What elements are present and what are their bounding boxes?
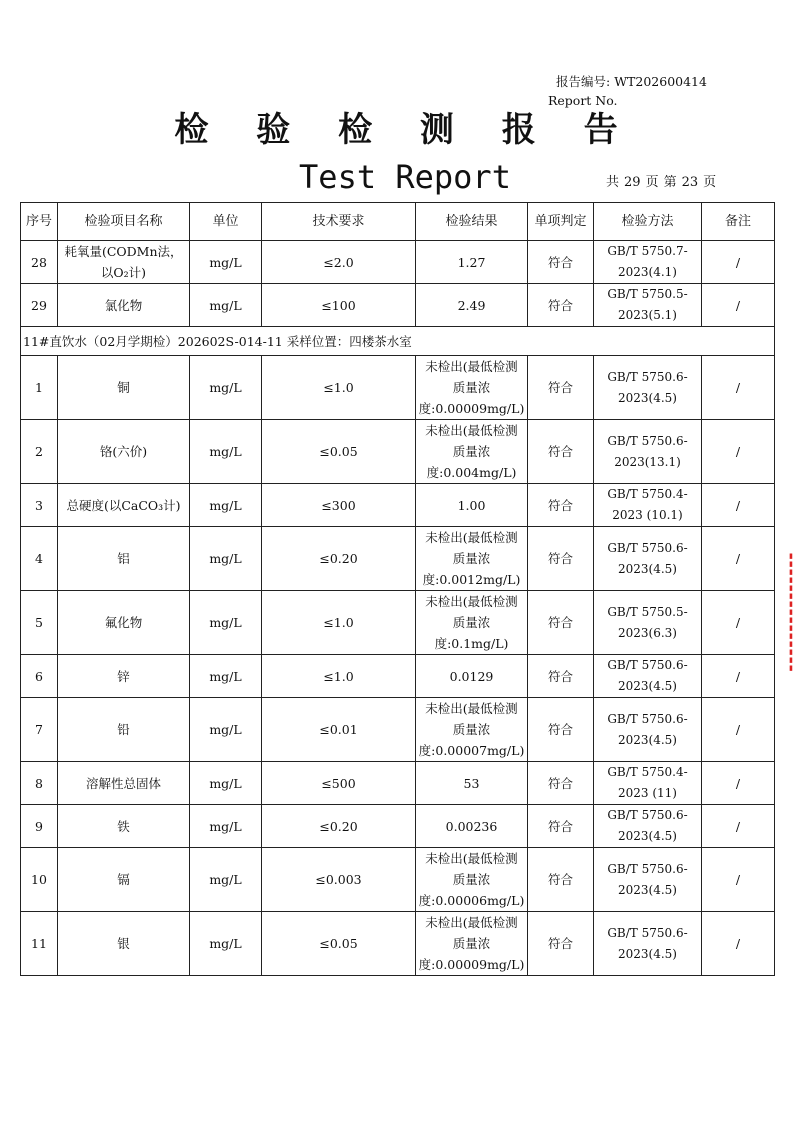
page-total-prefix: 共 — [606, 175, 620, 190]
cell-item-text: 溶解性总固体 — [85, 775, 161, 791]
cell-result-line: 度:0.00006mg/L) — [418, 893, 525, 908]
cell-item — [58, 655, 190, 698]
page-info — [606, 174, 721, 192]
cell-remark-text: / — [735, 497, 741, 513]
cell-result: 1.27 — [416, 241, 528, 284]
table-header-row — [21, 203, 775, 241]
cell-remark — [702, 527, 775, 591]
cell-method-line: GB/T 5750.6- — [607, 540, 688, 555]
cell-no: 28 — [21, 241, 58, 284]
cell-item — [58, 591, 190, 655]
cell-unit-text: mg/L — [209, 775, 242, 791]
col-header-requirement: 技术要求 — [262, 203, 416, 241]
cell-unit-text: mg/L — [209, 722, 242, 737]
cell-unit: mg/L — [190, 241, 262, 284]
report-number-block — [548, 72, 707, 110]
cell-result — [416, 848, 528, 912]
cell-unit-text: mg/L — [209, 615, 242, 630]
cell-remark — [702, 805, 775, 848]
cell-item-text: 铝 — [117, 551, 130, 566]
cell-unit — [190, 655, 262, 698]
cell-remark-text: / — [735, 615, 741, 630]
cell-unit — [190, 527, 262, 591]
cell-verdict-text: 符合 — [547, 668, 573, 684]
report-number-row — [548, 72, 707, 91]
cell-no — [21, 762, 58, 805]
cell-requirement: ≤2.0 — [262, 241, 416, 284]
cell-method-line: 2023(4.1) — [618, 265, 677, 279]
cell-remark — [702, 698, 775, 762]
cell-result-line: 1.00 — [457, 497, 486, 513]
cell-no: 29 — [21, 284, 58, 327]
cell-verdict — [528, 698, 594, 762]
cell-no — [21, 805, 58, 848]
cell-requirement: ≤100 — [262, 284, 416, 327]
cell-item — [58, 698, 190, 762]
cell-method-line: GB/T 5750.4- — [607, 487, 688, 501]
page-current: 23 — [681, 175, 699, 190]
cell-verdict — [528, 591, 594, 655]
cell-remark — [702, 848, 775, 912]
cell-no — [21, 356, 58, 420]
cell-requirement-text: ≤300 — [321, 497, 356, 513]
cell-unit — [190, 356, 262, 420]
cell-method — [594, 762, 702, 805]
cell-no — [21, 484, 58, 527]
cell-result-line: 质量浓 — [452, 615, 491, 630]
cell-no-text: 9 — [35, 818, 43, 834]
cell-verdict-text: 符合 — [547, 380, 573, 395]
cell-no — [21, 912, 58, 976]
cell-item-text: 铬(六价) — [99, 444, 148, 459]
cell-result-line: 度:0.00009mg/L) — [418, 401, 525, 416]
cell-unit-text: mg/L — [209, 551, 242, 566]
cell-result: 2.49 — [416, 284, 528, 327]
cell-remark-text: / — [735, 444, 741, 459]
cell-unit — [190, 805, 262, 848]
cell-no-text: 10 — [31, 872, 47, 887]
cell-unit — [190, 484, 262, 527]
cell-method-line: GB/T 5750.4- — [607, 765, 688, 779]
cell-remark-text: / — [735, 818, 741, 834]
cell-remark — [702, 356, 775, 420]
cell-verdict-text: 符合 — [547, 872, 573, 887]
cell-result — [416, 762, 528, 805]
cell-requirement — [262, 655, 416, 698]
table-row — [21, 420, 775, 484]
cell-method — [594, 241, 702, 284]
cell-result-line: 未检出(最低检测 — [425, 530, 518, 545]
cell-result-line: 度:0.0012mg/L) — [422, 572, 521, 587]
cell-verdict-text: 符合 — [547, 497, 573, 513]
cell-no-text: 6 — [35, 668, 43, 684]
cell-remark — [702, 912, 775, 976]
cell-method-line: 2023 (10.1) — [612, 508, 683, 522]
cell-result — [416, 420, 528, 484]
cell-requirement — [262, 420, 416, 484]
cell-result-line: 质量浓 — [452, 444, 491, 459]
cell-requirement-text: ≤0.003 — [315, 872, 362, 887]
cell-method-line: 2023(5.1) — [618, 308, 677, 322]
cell-result-line: 质量浓 — [452, 936, 491, 951]
cell-requirement — [262, 848, 416, 912]
cell-verdict — [528, 655, 594, 698]
cell-unit — [190, 591, 262, 655]
cell-requirement-text: ≤0.01 — [319, 722, 358, 737]
cell-verdict-text: 符合 — [547, 818, 573, 834]
cell-remark-text: / — [735, 668, 741, 684]
cell-item-text: 铜 — [117, 380, 130, 395]
cell-verdict — [528, 420, 594, 484]
table-row — [21, 805, 775, 848]
cell-unit-text: mg/L — [209, 936, 242, 951]
cell-unit-text: mg/L — [209, 872, 242, 887]
cell-verdict — [528, 527, 594, 591]
cell-no — [21, 591, 58, 655]
cell-method — [594, 284, 702, 327]
cell-unit-text: mg/L — [209, 668, 242, 684]
cell-verdict — [528, 848, 594, 912]
cell-remark — [702, 655, 775, 698]
cell-result — [416, 484, 528, 527]
cell-unit-text: mg/L — [209, 444, 242, 459]
cell-no-text: 1 — [35, 380, 43, 395]
col-header-method: 检验方法 — [594, 203, 702, 241]
cell-unit — [190, 762, 262, 805]
cell-no — [21, 698, 58, 762]
cell-method-line: 2023(4.5) — [618, 882, 677, 897]
cell-result — [416, 698, 528, 762]
col-header-verdict: 单项判定 — [528, 203, 594, 241]
cell-item-text: 银 — [117, 936, 130, 951]
cell-item — [58, 762, 190, 805]
cell-item-text: 总硬度(以CaCO₃计) — [66, 497, 181, 513]
cell-unit: mg/L — [190, 284, 262, 327]
cell-remark-text: / — [735, 380, 741, 395]
col-header-unit: 单位 — [190, 203, 262, 241]
cell-verdict-text: 符合 — [547, 722, 573, 737]
cell-remark-text: / — [735, 936, 741, 951]
cell-no-text: 2 — [35, 444, 43, 459]
cell-method-line: 2023 (11) — [618, 786, 677, 800]
cell-result-line: 质量浓 — [452, 551, 491, 566]
cell-requirement — [262, 805, 416, 848]
cell-verdict — [528, 912, 594, 976]
col-header-remark: 备注 — [702, 203, 775, 241]
cell-item — [58, 356, 190, 420]
cell-remark: / — [702, 241, 775, 284]
table-row — [21, 284, 775, 327]
cell-result-line: 质量浓 — [452, 380, 491, 395]
report-number-label-en: Report No. — [548, 93, 618, 108]
cell-verdict — [528, 805, 594, 848]
table-row — [21, 698, 775, 762]
cell-method-line: GB/T 5750.6- — [607, 711, 688, 726]
cell-method — [594, 912, 702, 976]
cell-unit-text: mg/L — [209, 818, 242, 834]
cell-item-text: 锌 — [117, 668, 130, 684]
cell-requirement-text: ≤0.05 — [319, 936, 358, 951]
cell-method-line: GB/T 5750.6- — [607, 925, 688, 940]
table-row — [21, 591, 775, 655]
cell-requirement-text: ≤0.20 — [319, 551, 358, 566]
cell-method-line: 2023(4.5) — [618, 561, 677, 576]
col-header-item: 检验项目名称 — [58, 203, 190, 241]
cell-method — [594, 848, 702, 912]
cell-requirement — [262, 698, 416, 762]
cell-result — [416, 912, 528, 976]
cell-method-line: GB/T 5750.6- — [607, 861, 688, 876]
cell-remark-text: / — [735, 775, 741, 791]
cell-item — [58, 912, 190, 976]
cell-requirement-text: ≤1.0 — [323, 615, 354, 630]
cell-result-line: 未检出(最低检测 — [425, 594, 518, 609]
cell-requirement — [262, 591, 416, 655]
cell-result — [416, 356, 528, 420]
cell-item — [58, 484, 190, 527]
cell-result-line: 未检出(最低检测 — [425, 701, 518, 716]
cell-no — [21, 655, 58, 698]
cell-result-line: 未检出(最低检测 — [425, 359, 518, 374]
cell-remark-text: / — [735, 872, 741, 887]
cell-requirement-text: ≤500 — [321, 775, 356, 791]
cell-result-line: 未检出(最低检测 — [425, 423, 518, 438]
title-english: Test Report — [299, 158, 511, 196]
section-row — [21, 327, 775, 356]
cell-requirement-text: ≤1.0 — [323, 380, 354, 395]
cell-requirement-text: ≤0.20 — [319, 818, 358, 834]
cell-requirement — [262, 484, 416, 527]
cell-method-line: 2023(6.3) — [618, 625, 677, 640]
cell-method-line: GB/T 5750.6- — [607, 433, 688, 448]
table-row — [21, 527, 775, 591]
cell-verdict: 符合 — [528, 241, 594, 284]
cell-result — [416, 527, 528, 591]
cell-no-text: 11 — [31, 936, 47, 951]
cell-method-line: 2023(4.5) — [618, 732, 677, 747]
cell-method — [594, 484, 702, 527]
cell-requirement — [262, 912, 416, 976]
cell-result — [416, 591, 528, 655]
cell-requirement — [262, 762, 416, 805]
cell-no-text: 8 — [35, 775, 43, 791]
cell-method-line: GB/T 5750.5- — [607, 287, 688, 301]
cell-requirement — [262, 356, 416, 420]
cell-item — [58, 420, 190, 484]
cell-no — [21, 420, 58, 484]
cell-remark: / — [702, 284, 775, 327]
cell-method — [594, 655, 702, 698]
cell-result-line: 未检出(最低检测 — [425, 851, 518, 866]
cell-method-line: GB/T 5750.6- — [607, 658, 688, 672]
cell-no-text: 3 — [35, 497, 43, 513]
cell-unit-text: mg/L — [209, 497, 242, 513]
table-row — [21, 762, 775, 805]
cell-verdict-text: 符合 — [547, 936, 573, 951]
cell-result-line: 53 — [463, 775, 480, 791]
col-header-no: 序号 — [21, 203, 58, 241]
cell-unit-text: mg/L — [209, 380, 242, 395]
cell-remark-text: / — [735, 551, 741, 566]
cell-method — [594, 527, 702, 591]
cell-method-line: GB/T 5750.6- — [607, 808, 688, 822]
cell-method — [594, 805, 702, 848]
cell-method-line: GB/T 5750.5- — [607, 604, 688, 619]
cell-unit — [190, 848, 262, 912]
cell-result-line: 未检出(最低检测 — [425, 915, 518, 930]
title-chinese: 检 验 检 测 报 告 — [174, 110, 636, 150]
cell-verdict — [528, 484, 594, 527]
cell-no-text: 5 — [35, 615, 43, 630]
section-label: 11#直饮水（02月学期检）202602S-014-11 采样位置：四楼茶水室 — [21, 327, 775, 356]
cell-method — [594, 698, 702, 762]
cell-result-line: 度:0.1mg/L) — [434, 636, 509, 651]
table-row — [21, 655, 775, 698]
cell-remark — [702, 762, 775, 805]
col-header-result: 检验结果 — [416, 203, 528, 241]
report-number-value: WT202600414 — [614, 74, 707, 89]
table-row — [21, 912, 775, 976]
cell-verdict-text: 符合 — [547, 551, 573, 566]
cell-result-line: 度:0.00007mg/L) — [418, 743, 525, 758]
page-current-prefix: 第 — [663, 175, 677, 190]
report-number-label: 报告编号: — [556, 74, 611, 89]
cell-method-line: 2023(4.5) — [618, 829, 677, 843]
cell-requirement-text: ≤0.05 — [319, 444, 358, 459]
cell-item-text: 铅 — [117, 722, 130, 737]
cell-method-line: 2023(4.5) — [618, 390, 677, 405]
page-current-suffix: 页 — [703, 175, 717, 190]
cell-result — [416, 805, 528, 848]
cell-verdict-text: 符合 — [547, 775, 573, 791]
cell-method-line: GB/T 5750.7- — [607, 244, 688, 258]
cell-no-text: 7 — [35, 722, 43, 737]
table-row — [21, 484, 775, 527]
cell-method — [594, 356, 702, 420]
cell-result-line: 0.0129 — [449, 668, 494, 684]
cell-verdict — [528, 356, 594, 420]
side-seal-mark: ▮▮▮▮▮▮▮▮▮▮▮▮▮▮▮ — [787, 552, 795, 672]
cell-no-text: 4 — [35, 551, 43, 566]
page-total-suffix: 页 — [645, 175, 659, 190]
cell-item — [58, 848, 190, 912]
cell-method-line: 2023(13.1) — [614, 454, 681, 469]
cell-no — [21, 527, 58, 591]
cell-remark — [702, 591, 775, 655]
cell-no — [21, 848, 58, 912]
cell-verdict-text: 符合 — [547, 444, 573, 459]
table-row — [21, 241, 775, 284]
table-row — [21, 848, 775, 912]
cell-item-line: 以O₂计) — [100, 265, 147, 280]
results-table — [20, 202, 775, 976]
cell-item: 氯化物 — [58, 284, 190, 327]
cell-method-line: 2023(4.5) — [618, 946, 677, 961]
cell-result — [416, 655, 528, 698]
cell-verdict-text: 符合 — [547, 615, 573, 630]
cell-result-line: 质量浓 — [452, 722, 491, 737]
cell-remark — [702, 420, 775, 484]
cell-item-text: 氟化物 — [104, 615, 143, 630]
cell-method-line: GB/T 5750.6- — [607, 369, 688, 384]
table-row — [21, 356, 775, 420]
sample-rows — [21, 356, 775, 976]
cell-result-line: 质量浓 — [452, 872, 491, 887]
cell-remark — [702, 484, 775, 527]
cell-result-line: 度:0.004mg/L) — [426, 465, 517, 480]
cell-item — [58, 527, 190, 591]
cell-unit — [190, 698, 262, 762]
cell-result-line: 0.00236 — [445, 818, 498, 834]
page-total: 29 — [624, 175, 641, 190]
cell-method — [594, 591, 702, 655]
cell-item-text: 镉 — [117, 872, 130, 887]
cell-remark-text: / — [735, 722, 741, 737]
cell-item — [58, 241, 190, 284]
cell-result-line: 度:0.00009mg/L) — [418, 957, 525, 972]
cell-requirement-text: ≤1.0 — [323, 668, 354, 684]
cell-verdict — [528, 762, 594, 805]
cell-method — [594, 420, 702, 484]
cell-method-line: 2023(4.5) — [618, 679, 677, 693]
cell-item-line: 耗氧量(CODMn法， — [64, 244, 183, 259]
cell-verdict: 符合 — [528, 284, 594, 327]
cell-item-text: 铁 — [117, 818, 130, 834]
cell-item — [58, 805, 190, 848]
cell-requirement — [262, 527, 416, 591]
cell-unit — [190, 912, 262, 976]
cell-unit — [190, 420, 262, 484]
